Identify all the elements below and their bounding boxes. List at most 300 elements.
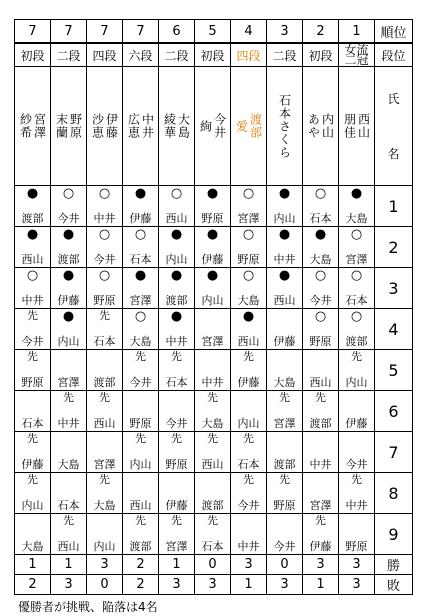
player-name bbox=[235, 70, 263, 182]
game-entry bbox=[15, 473, 50, 513]
result-mark: ○ bbox=[170, 186, 183, 201]
game-cell bbox=[267, 309, 303, 350]
player-surname: 野原 bbox=[68, 113, 83, 139]
opponent-name: 西山 bbox=[21, 253, 44, 266]
losses-cell: 3 bbox=[195, 575, 231, 595]
first-move-mark: 先 bbox=[207, 514, 218, 527]
result-mark: ● bbox=[134, 186, 147, 201]
opponent-name: 中井 bbox=[345, 499, 368, 512]
result-mark: ○ bbox=[98, 227, 111, 242]
result-mark: ○ bbox=[314, 268, 327, 283]
game-entry bbox=[123, 350, 158, 390]
opponent-name: 宮澤 bbox=[129, 294, 152, 307]
round-number: 2 bbox=[375, 227, 413, 268]
opponent-name: 西山 bbox=[237, 335, 260, 348]
player-surname: 今井 bbox=[212, 113, 227, 139]
opponent-name: 大島 bbox=[273, 376, 296, 389]
opponent-name: 石本 bbox=[57, 499, 80, 512]
game-entry bbox=[303, 473, 338, 513]
opponent-name: 野原 bbox=[93, 294, 116, 307]
opponent-name: 宮澤 bbox=[201, 335, 224, 348]
opponent-name: 大島 bbox=[21, 540, 44, 553]
opponent-name: 中井 bbox=[201, 376, 224, 389]
game-entry bbox=[339, 391, 374, 431]
first-move-mark: 先 bbox=[135, 432, 146, 445]
round-row bbox=[15, 186, 413, 227]
opponent-name: 中井 bbox=[309, 458, 332, 471]
player-name-cell bbox=[87, 67, 123, 186]
game-cell bbox=[159, 268, 195, 309]
result-mark: ○ bbox=[242, 227, 255, 242]
game-entry bbox=[15, 432, 50, 472]
result-mark: ● bbox=[314, 227, 327, 242]
opponent-name: 今井 bbox=[165, 417, 188, 430]
game-cell bbox=[195, 514, 231, 555]
game-entry bbox=[195, 268, 230, 308]
opponent-name: 今井 bbox=[309, 294, 332, 307]
opponent-name: 今井 bbox=[237, 499, 260, 512]
game-cell bbox=[123, 391, 159, 432]
game-entry bbox=[123, 391, 158, 431]
opponent-name: 伊藤 bbox=[237, 376, 260, 389]
dan-cell: 初段 bbox=[15, 43, 51, 67]
wins-cell: 3 bbox=[303, 555, 339, 575]
rank-cell: 2 bbox=[303, 20, 339, 44]
first-move-mark: 先 bbox=[27, 432, 38, 445]
game-cell bbox=[123, 268, 159, 309]
game-entry bbox=[159, 268, 194, 308]
game-entry bbox=[303, 391, 338, 431]
player-name-cell bbox=[231, 67, 267, 186]
game-cell bbox=[123, 186, 159, 227]
game-cell bbox=[51, 350, 87, 391]
losses-row bbox=[15, 575, 413, 595]
game-cell bbox=[303, 391, 339, 432]
player-name bbox=[343, 70, 371, 182]
game-entry bbox=[159, 473, 194, 513]
game-entry bbox=[51, 309, 86, 349]
result-mark: ○ bbox=[98, 186, 111, 201]
game-entry bbox=[195, 309, 230, 349]
round-row bbox=[15, 473, 413, 514]
game-cell bbox=[339, 473, 375, 514]
opponent-name: 野原 bbox=[309, 335, 332, 348]
result-mark: ○ bbox=[242, 186, 255, 201]
game-entry bbox=[15, 186, 50, 226]
opponent-name: 石本 bbox=[165, 376, 188, 389]
game-entry bbox=[195, 391, 230, 431]
opponent-name: 石本 bbox=[309, 212, 332, 225]
opponent-name: 今井 bbox=[93, 253, 116, 266]
losses-cell: 3 bbox=[267, 575, 303, 595]
game-cell bbox=[123, 432, 159, 473]
game-entry bbox=[231, 473, 266, 513]
player-name bbox=[199, 70, 227, 182]
opponent-name: 石本 bbox=[21, 417, 44, 430]
game-entry bbox=[195, 432, 230, 472]
opponent-name: 内山 bbox=[345, 376, 368, 389]
game-cell bbox=[303, 473, 339, 514]
player-name-cell bbox=[303, 67, 339, 186]
game-entry bbox=[231, 391, 266, 431]
opponent-name: 石本 bbox=[129, 253, 152, 266]
round-number: 6 bbox=[375, 391, 413, 432]
game-cell bbox=[15, 473, 51, 514]
game-entry bbox=[51, 186, 86, 226]
first-move-mark: 先 bbox=[135, 350, 146, 363]
player-surname: 石本さくら bbox=[277, 93, 292, 159]
result-mark: ● bbox=[278, 186, 291, 201]
game-cell bbox=[303, 268, 339, 309]
wins-label: 勝 bbox=[375, 555, 413, 575]
game-entry bbox=[195, 473, 230, 513]
result-mark: ○ bbox=[98, 268, 111, 283]
first-move-mark: 先 bbox=[351, 350, 362, 363]
result-mark: ○ bbox=[314, 186, 327, 201]
league-table bbox=[14, 19, 413, 595]
game-entry bbox=[87, 514, 122, 554]
game-cell bbox=[303, 186, 339, 227]
rank-row bbox=[15, 20, 413, 44]
result-mark: ● bbox=[278, 227, 291, 242]
game-entry bbox=[339, 309, 374, 349]
player-surname: 伊藤 bbox=[104, 113, 119, 139]
rank-cell: 1 bbox=[339, 20, 375, 44]
first-move-mark: 先 bbox=[315, 391, 326, 404]
player-name-cell bbox=[15, 67, 51, 186]
game-entry bbox=[51, 227, 86, 267]
footnote: 優勝者が挑戦、陥落は4名 bbox=[18, 600, 158, 614]
result-mark: ○ bbox=[242, 268, 255, 283]
game-entry bbox=[195, 350, 230, 390]
game-cell bbox=[339, 268, 375, 309]
opponent-name: 野原 bbox=[165, 458, 188, 471]
game-entry bbox=[267, 268, 302, 308]
round-row bbox=[15, 391, 413, 432]
name-label bbox=[375, 67, 413, 186]
game-cell bbox=[51, 432, 87, 473]
player-surname: 内山 bbox=[320, 113, 335, 139]
game-cell bbox=[303, 227, 339, 268]
round-number: 9 bbox=[375, 514, 413, 555]
opponent-name: 大島 bbox=[237, 294, 260, 307]
game-cell bbox=[15, 227, 51, 268]
player-given-name: あや bbox=[306, 113, 321, 139]
game-cell bbox=[267, 473, 303, 514]
game-cell bbox=[159, 514, 195, 555]
opponent-name: 大島 bbox=[93, 499, 116, 512]
first-move-mark: 先 bbox=[243, 432, 254, 445]
opponent-name: 宮澤 bbox=[237, 212, 260, 225]
dan-label: 段位 bbox=[375, 43, 413, 67]
game-entry bbox=[87, 391, 122, 431]
first-move-mark: 先 bbox=[135, 514, 146, 527]
name-label-bottom: 名 bbox=[387, 147, 400, 161]
name-label-stack bbox=[375, 71, 412, 181]
losses-label: 敗 bbox=[375, 575, 413, 595]
game-entry bbox=[339, 473, 374, 513]
round-row bbox=[15, 227, 413, 268]
game-entry bbox=[303, 514, 338, 554]
result-mark: ● bbox=[278, 268, 291, 283]
first-move-mark: 先 bbox=[279, 391, 290, 404]
opponent-name: 渡部 bbox=[309, 417, 332, 430]
opponent-name: 大島 bbox=[57, 458, 80, 471]
dan-cell: 四段 bbox=[231, 43, 267, 67]
player-given-name: 綾華 bbox=[162, 113, 177, 139]
game-entry bbox=[159, 186, 194, 226]
game-cell bbox=[87, 186, 123, 227]
game-cell bbox=[231, 186, 267, 227]
round-row bbox=[15, 432, 413, 473]
game-entry bbox=[51, 432, 86, 472]
wins-cell: 1 bbox=[159, 555, 195, 575]
wins-cell: 3 bbox=[339, 555, 375, 575]
first-move-mark: 先 bbox=[27, 473, 38, 486]
game-cell bbox=[51, 268, 87, 309]
player-name bbox=[278, 70, 292, 182]
round-number: 8 bbox=[375, 473, 413, 514]
dan-row bbox=[15, 43, 413, 67]
game-cell bbox=[159, 186, 195, 227]
game-entry bbox=[159, 514, 194, 554]
rank-cell: 7 bbox=[15, 20, 51, 44]
game-entry bbox=[123, 309, 158, 349]
first-move-mark: 先 bbox=[99, 473, 110, 486]
game-entry bbox=[231, 432, 266, 472]
game-cell bbox=[87, 227, 123, 268]
player-given-name: 末蘭 bbox=[54, 113, 69, 139]
game-cell bbox=[51, 514, 87, 555]
result-mark: ● bbox=[26, 227, 39, 242]
game-entry bbox=[87, 268, 122, 308]
opponent-name: 石本 bbox=[201, 540, 224, 553]
result-mark: ● bbox=[206, 227, 219, 242]
opponent-name: 大島 bbox=[345, 212, 368, 225]
opponent-name: 野原 bbox=[21, 376, 44, 389]
round-row bbox=[15, 350, 413, 391]
game-entry bbox=[231, 186, 266, 226]
opponent-name: 宮澤 bbox=[93, 458, 116, 471]
first-move-mark: 先 bbox=[63, 514, 74, 527]
game-cell bbox=[339, 391, 375, 432]
opponent-name: 渡部 bbox=[201, 499, 224, 512]
game-cell bbox=[267, 227, 303, 268]
opponent-name: 西山 bbox=[165, 212, 188, 225]
game-cell bbox=[159, 350, 195, 391]
opponent-name: 渡部 bbox=[93, 376, 116, 389]
player-name bbox=[91, 70, 119, 182]
opponent-name: 中井 bbox=[237, 540, 260, 553]
opponent-name: 渡部 bbox=[345, 335, 368, 348]
opponent-name: 内山 bbox=[129, 458, 152, 471]
opponent-name: 宮澤 bbox=[165, 540, 188, 553]
rank-cell: 6 bbox=[159, 20, 195, 44]
game-entry bbox=[87, 186, 122, 226]
rank-label: 順位 bbox=[375, 20, 413, 44]
game-cell bbox=[159, 227, 195, 268]
opponent-name: 伊藤 bbox=[21, 458, 44, 471]
game-cell bbox=[51, 227, 87, 268]
result-mark: ○ bbox=[314, 309, 327, 324]
player-name bbox=[163, 70, 191, 182]
game-cell bbox=[339, 186, 375, 227]
game-cell bbox=[51, 186, 87, 227]
losses-cell: 3 bbox=[51, 575, 87, 595]
opponent-name: 内山 bbox=[21, 499, 44, 512]
result-mark: ● bbox=[134, 268, 147, 283]
game-cell bbox=[267, 514, 303, 555]
first-move-mark: 先 bbox=[207, 391, 218, 404]
game-entry bbox=[339, 350, 374, 390]
wins-cell: 3 bbox=[231, 555, 267, 575]
first-move-mark: 先 bbox=[171, 350, 182, 363]
game-entry bbox=[339, 227, 374, 267]
player-given-name: 広恵 bbox=[126, 113, 141, 139]
losses-cell: 2 bbox=[15, 575, 51, 595]
game-cell bbox=[87, 514, 123, 555]
player-name bbox=[307, 70, 335, 182]
game-cell bbox=[15, 432, 51, 473]
result-mark: ● bbox=[170, 268, 183, 283]
result-mark: ● bbox=[170, 309, 183, 324]
game-cell bbox=[303, 309, 339, 350]
opponent-name: 西山 bbox=[201, 458, 224, 471]
game-cell bbox=[231, 514, 267, 555]
opponent-name: 伊藤 bbox=[129, 212, 152, 225]
game-cell bbox=[15, 268, 51, 309]
game-entry bbox=[159, 227, 194, 267]
wins-cell: 0 bbox=[267, 555, 303, 575]
game-cell bbox=[123, 350, 159, 391]
first-move-mark: 先 bbox=[279, 473, 290, 486]
player-surname: 中井 bbox=[140, 113, 155, 139]
wins-cell: 3 bbox=[87, 555, 123, 575]
opponent-name: 内山 bbox=[201, 294, 224, 307]
opponent-name: 渡部 bbox=[273, 458, 296, 471]
game-cell bbox=[51, 391, 87, 432]
first-move-mark: 先 bbox=[207, 432, 218, 445]
round-number: 1 bbox=[375, 186, 413, 227]
result-mark: ○ bbox=[350, 268, 363, 283]
game-entry bbox=[303, 268, 338, 308]
game-entry bbox=[267, 432, 302, 472]
rank-cell: 3 bbox=[267, 20, 303, 44]
dan-cell: 二段 bbox=[267, 43, 303, 67]
game-cell bbox=[195, 309, 231, 350]
opponent-name: 内山 bbox=[237, 417, 260, 430]
game-cell bbox=[123, 473, 159, 514]
game-cell bbox=[15, 186, 51, 227]
dan-cell: 六段 bbox=[123, 43, 159, 67]
game-cell bbox=[267, 268, 303, 309]
player-name bbox=[19, 70, 47, 182]
round-row bbox=[15, 309, 413, 350]
player-given-name: 朋佳 bbox=[342, 113, 357, 139]
game-cell bbox=[195, 391, 231, 432]
game-entry bbox=[123, 473, 158, 513]
game-entry bbox=[15, 391, 50, 431]
opponent-name: 内山 bbox=[57, 335, 80, 348]
game-entry bbox=[303, 227, 338, 267]
result-mark: ● bbox=[62, 268, 75, 283]
opponent-name: 西山 bbox=[273, 294, 296, 307]
first-move-mark: 先 bbox=[315, 514, 326, 527]
opponent-name: 西山 bbox=[93, 417, 116, 430]
opponent-name: 伊藤 bbox=[309, 540, 332, 553]
game-cell bbox=[87, 350, 123, 391]
opponent-name: 西山 bbox=[129, 499, 152, 512]
first-move-mark: 先 bbox=[99, 391, 110, 404]
game-cell bbox=[339, 350, 375, 391]
opponent-name: 中井 bbox=[57, 417, 80, 430]
game-cell bbox=[339, 309, 375, 350]
round-row bbox=[15, 514, 413, 555]
result-mark: ○ bbox=[26, 268, 39, 283]
game-entry bbox=[159, 309, 194, 349]
game-entry bbox=[303, 350, 338, 390]
game-entry bbox=[159, 350, 194, 390]
opponent-name: 野原 bbox=[273, 499, 296, 512]
opponent-name: 野原 bbox=[201, 212, 224, 225]
opponent-name: 渡部 bbox=[165, 294, 188, 307]
wins-row bbox=[15, 555, 413, 575]
opponent-name: 宮澤 bbox=[309, 499, 332, 512]
opponent-name: 宮澤 bbox=[345, 253, 368, 266]
result-mark: ○ bbox=[350, 227, 363, 242]
game-cell bbox=[159, 473, 195, 514]
game-cell bbox=[231, 432, 267, 473]
game-entry bbox=[51, 514, 86, 554]
game-entry bbox=[231, 350, 266, 390]
game-cell bbox=[15, 514, 51, 555]
game-entry bbox=[51, 473, 86, 513]
opponent-name: 野原 bbox=[345, 540, 368, 553]
game-entry bbox=[267, 514, 302, 554]
result-mark: ● bbox=[62, 227, 75, 242]
game-entry bbox=[159, 432, 194, 472]
game-entry bbox=[303, 186, 338, 226]
wins-cell: 2 bbox=[123, 555, 159, 575]
opponent-name: 野原 bbox=[129, 417, 152, 430]
game-entry bbox=[267, 391, 302, 431]
opponent-name: 内山 bbox=[273, 212, 296, 225]
opponent-name: 中井 bbox=[165, 335, 188, 348]
player-surname: 渡部 bbox=[248, 113, 263, 139]
game-entry bbox=[15, 309, 50, 349]
opponent-name: 石本 bbox=[345, 294, 368, 307]
game-entry bbox=[87, 227, 122, 267]
game-cell bbox=[267, 391, 303, 432]
player-given-name: 沙恵 bbox=[90, 113, 105, 139]
result-mark: ○ bbox=[134, 309, 147, 324]
game-entry bbox=[123, 227, 158, 267]
game-entry bbox=[123, 514, 158, 554]
player-name-cell bbox=[267, 67, 303, 186]
result-mark: ● bbox=[206, 268, 219, 283]
game-entry bbox=[195, 514, 230, 554]
game-entry bbox=[267, 309, 302, 349]
wins-cell: 1 bbox=[51, 555, 87, 575]
game-cell bbox=[195, 268, 231, 309]
game-entry bbox=[51, 350, 86, 390]
game-cell bbox=[159, 309, 195, 350]
game-entry bbox=[303, 309, 338, 349]
game-entry bbox=[231, 227, 266, 267]
round-number: 4 bbox=[375, 309, 413, 350]
opponent-name: 今井 bbox=[21, 335, 44, 348]
opponent-name: 西山 bbox=[57, 540, 80, 553]
